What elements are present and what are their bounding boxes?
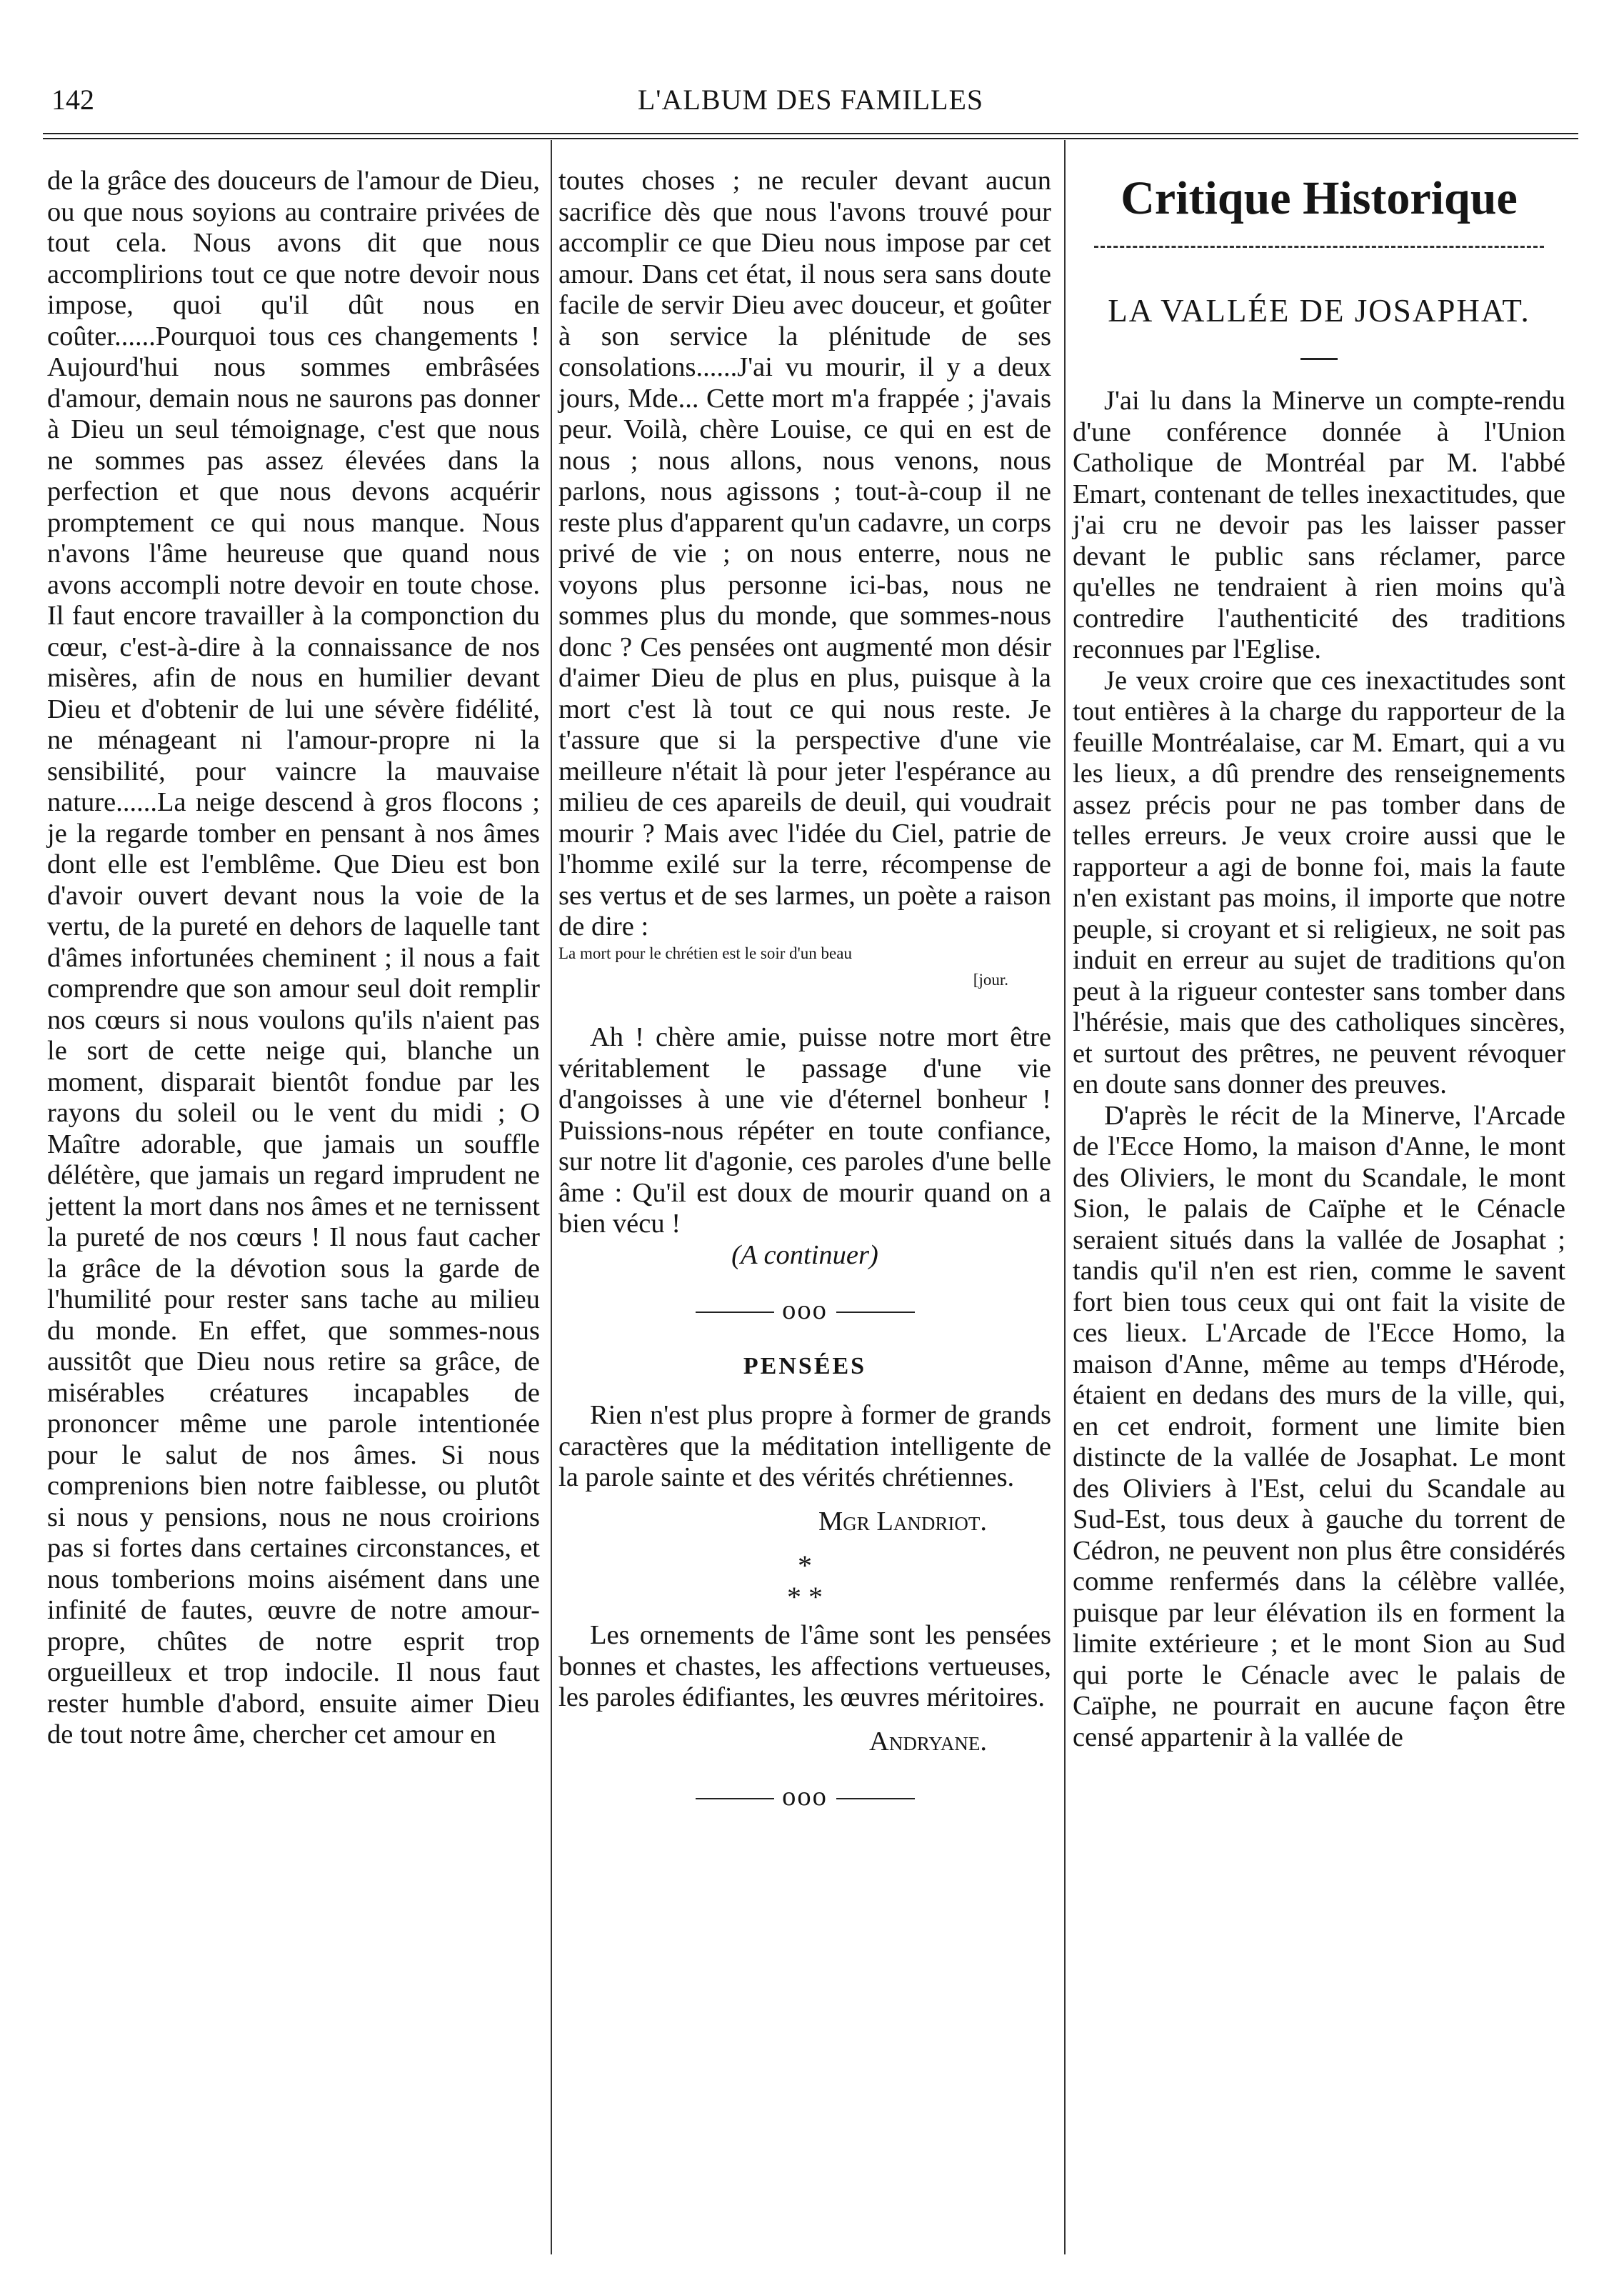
journal-title: L'ALBUM DES FAMILLES [637,84,984,116]
verse-quote: La mort pour le chrétien est le soir d'un beau [558,944,852,962]
page-number: 142 [51,84,94,116]
title-rule [1094,246,1544,248]
page-header [43,77,1578,127]
pensees-heading: PENSÉES [743,1352,867,1379]
pensee-text: Les ornements de l'âme sont les pensées bonnes et chastes, les affections vertueuses, les paroles édifiantes, les œuvres méritoires. [558,1620,1051,1712]
column-left [47,166,540,1751]
section-ornament: ooo [558,1782,1051,1813]
pensee-author: Andryane. [869,1726,987,1757]
section-title: Critique Historique [1121,172,1518,224]
pensee-text: Rien n'est plus propre à former de grands caractères que la méditation intelligente de la parole sainte et des vérités chrétiennes. [558,1400,1051,1492]
pensee-author: Mgr Landriot. [818,1506,987,1537]
article-title: LA VALLÉE DE JOSAPHAT. [1108,293,1530,329]
title-dash [1300,358,1338,360]
header-rule [43,133,1578,139]
body-paragraph: Je veux croire que ces inexactitudes sont tout entières à la charge du rapporteur de la feuille Montréalaise, car M. Emart, qui a vu les lieux, a dû prendre des renseignements assez précis pour ne pas tomber dans de telles erreurs. Je veux croire aussi que le rapporteur a agi de bonne foi, mais la faute n'en existant pas moins, il importe que notre peuple, si croyant et si religieux, ne soit pas induit en erreur au sujet de traditions qu'on peut à la rigueur contester sans tomber dans l'hérésie, mais que des catholiques sincères, et surtout des prêtres, ne peuvent révoquer en doute sans donner des preuves. [1073,665,1565,1099]
column-right [1073,164,1565,1753]
section-ornament: ooo [558,1295,1051,1327]
body-paragraph: J'ai lu dans la Minerve un compte-rendu d'une conférence donnée à l'Union Catholique de Montréal par M. l'abbé Emart, contenant de telles inexactitudes, que j'ai cru ne devoir pas les laisser passer devant le public sans réclamer, parce qu'elles ne tendraient à rien moins qu'à contredire l'authenticité des traditions reconnues par l'Eglise. [1073,386,1565,664]
verse-quote-end: [jour. [973,970,1008,989]
column-divider-right [1064,140,1066,2254]
asterism: * * * [787,1549,823,1613]
body-paragraph: D'après le récit de la Minerve, l'Arcade de l'Ecce Homo, la maison d'Anne, le mont des Oliviers, le mont du Scandale, le mont Sion, le palais de Caïphe et le Cénacle seraient situés dans la vallée de Josaphat ; tandis qu'il n'en est rien, comme le savent fort bien tous ceux qui ont fait la visite de ces lieux. L'Arcade de l'Ecce Homo, la maison d'Anne, même au temps d'Hérode, étaient en dedans des murs de la ville, qui, en cet endroit, forment une limite bien distincte de la vallée de Josaphat. Le mont des Oliviers à l'Est, celui du Scandale au Sud-Est, tous deux à gauche du torrent de Cédron, ne peuvent non plus être considérés comme renfermés dans la célèbre vallée, puisque par leur élévation ils en forment la limite extérieure ; et le mont Sion au Sud qui porte le Cénacle avec le palais de Caïphe, ne pourrait en aucune façon être censé appartenir à la vallée de [1073,1100,1565,1752]
body-paragraph: de la grâce des douceurs de l'amour de Dieu, ou que nous soyions au contraire privées de tout cela. Nous avons dit que nous accomplirions tout ce que notre devoir nous impose, quoi qu'il dût nous en coûter......Pourquoi tous ces changements ! Aujourd'hui nous sommes embrâsées d'amour, demain nous ne saurons pas donner à Dieu un seul témoignage, c'est que nous ne sommes pas assez élevées dans la perfection et que nous devons acquérir promptement ce qui nous manque. Nous n'avons l'âme heureuse que quand nous avons accompli notre devoir en toute chose. Il faut encore travailler à la componction du cœur, c'est-à-dire à la connaissance de nos misères, afin de nous en humilier devant Dieu et d'obtenir de lui une sévère fidélité, ne ménageant ni l'amour-propre ni la sensibilité, pour vaincre la mauvaise nature......La neige descend à gros flocons ; je la regarde tomber en pensant à nos âmes dont elle est l'emblême. Que Dieu est bon d'avoir ouvert devant nous la voie de la vertu, de la pureté en dehors de laquelle tant d'âmes infortunées cheminent ; il nous a fait comprendre que son amour seul doit remplir nos cœurs si nous voulons qu'ils n'aient pas le sort de cette neige qui, blanche un moment, disparait bientôt fondue par les rayons du soleil ou le vent du midi ; O Maître adorable, que jamais un souffle délétère, que jamais un regard imprudent ne jettent la mort dans nos âmes et ne ternissent la pureté de nos cœurs ! Il nous faut cacher la grâce de la dévotion sous la garde de l'humilité pour rester sans tache au milieu du monde. En effet, que sommes-nous aussitôt que Dieu nous retire sa grâce, de misérables créatures incapables de prononcer même une parole intentionée pour le salut de nos âmes. Si nous comprenions bien notre faiblesse, ou plutôt si nous y pensions, nous ne nous croirions pas si fortes dans certaines circonstances, et nous tomberions moins aisément dans une infinité de fautes, œuvre de notre amour-propre, chûtes de notre esprit trop orgueilleux et trop indocile. Il nous faut rester humble d'abord, ensuite aimer Dieu de tout notre âme, chercher cet amour en [47,166,540,1749]
continuation-note: (A continuer) [731,1239,878,1270]
body-paragraph: Ah ! chère amie, puisse notre mort être véritablement le passage d'une vie d'angoisses à une vie d'éternel bonheur ! Puissions-nous répéter en toute confiance, sur notre lit d'agonie, ces paroles d'une belle âme : Qu'il est doux de mourir quand on a bien vécu ! [558,1022,1051,1239]
column-divider-left [551,140,552,2254]
column-middle [558,166,1051,1813]
body-paragraph: toutes choses ; ne reculer devant aucun sacrifice dès que nous l'avons trouvé pour accomplir ce que Dieu nous impose par cet amour. Dans cet état, il nous sera sans doute facile de servir Dieu avec douceur, et goûter à son service la plénitude de ses consolations......J'ai vu mourir, il y a deux jours, Mde... Cette mort m'a frappée ; j'avais peur. Voilà, chère Louise, ce qui en est de nous ; nous allons, nous venons, nous parlons, nous agissons ; tout-à-coup il ne reste plus d'apparent qu'un cadavre, un corps privé de vie ; on nous enterre, nous ne voyons plus personne ici-bas, nous ne sommes plus du monde, que sommes-nous donc ? Ces pensées ont augmenté mon désir d'aimer Dieu de plus en plus, puisque à la mort c'est là tout ce qui nous reste. Je t'assure que si la perspective d'une vie meilleure n'était là pour jeter l'espérance au milieu de ces apareils de deuil, qui voudrait mourir ? Mais avec l'idée du Ciel, patrie de l'homme exilé sur la terre, récompense de ses vertus et de ses larmes, un poète a raison de dire : [558,166,1051,941]
